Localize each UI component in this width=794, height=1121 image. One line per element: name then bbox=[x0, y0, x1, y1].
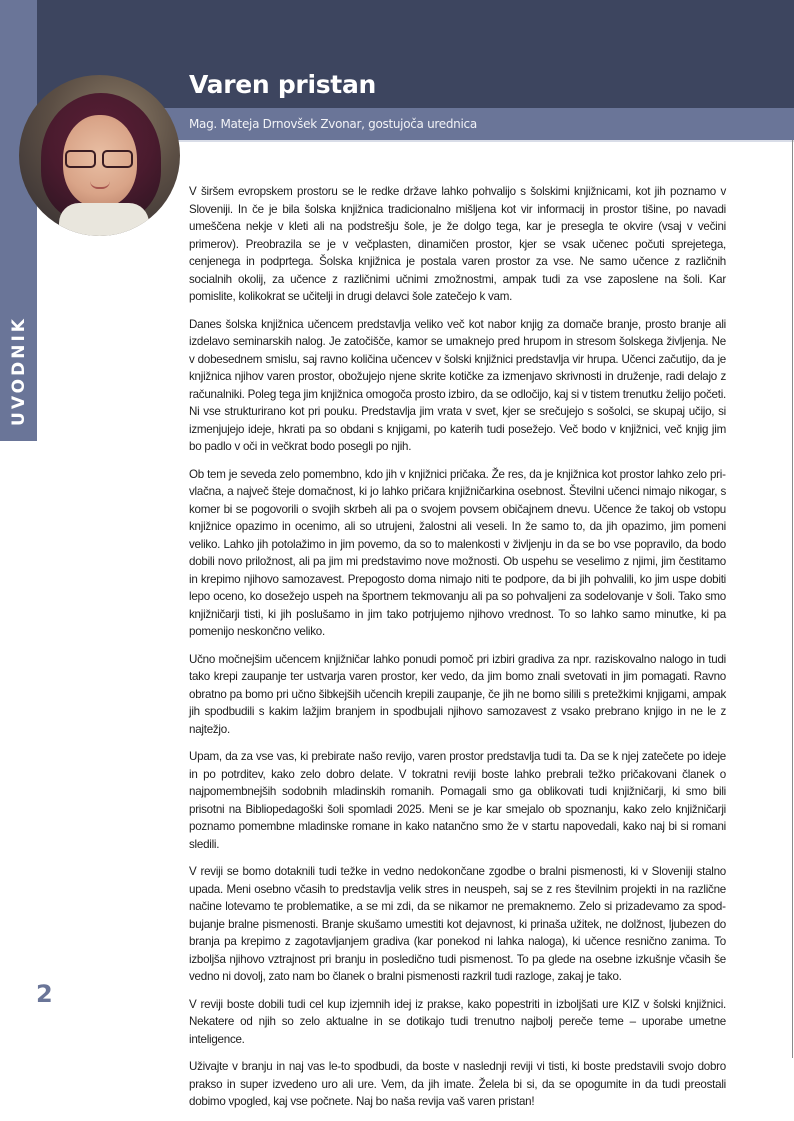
page-edge-line bbox=[792, 140, 793, 1058]
header-band bbox=[37, 0, 794, 108]
page-title: Varen pristan bbox=[189, 70, 377, 99]
paragraph: V širšem evropskem prostoru se le redke države lahko pohvalijo s šolskimi knjižnicami, kot jih poznamo v Sloveniji. In če je bila šolska knjižnica tradicionalno mišljena kot vir informacij in prostor tišine, po navadi umeščena nekje v kleti ali na podstrešju šole, je že dolgo tega, kar je presegla te okvire (vsaj v večini primerov). Preobrazila se je v večplasten, dinamičen prostor, kjer se vsak učenec počuti sprejetega, cenjenega in podprtega. Šolska knjižnica je postala varen prostor za vse. Ne samo učence z različnih socialnih okolij, za učence z različnimi učnimi zmožnostmi, ampak tudi za vse zaposlene na šoli. Kar pomislite, kolikokrat se učitelji in drugi delavci šole zatečejo k vam. bbox=[189, 185, 726, 303]
paragraph: V reviji se bomo dotaknili tudi težke in vedno nedokončane zgodbe o bralni pismenosti, ki v Sloveniji stalno upada. Meni osebno včasih to predstavlja velik stres in neuspeh, saj se z res številnim projekti in na različne načine lotevamo te problematike, a se mi zdi, da se nikamor ne premaknemo. Zelo si prizadevamo za spodbujanje bralne pismenosti. Branje skušamo umestiti kot dejavnost, ki prinaša užitek, ne dolžnost, ljubezen do branja pa krepimo z zagotavljanjem gradiva (kar ponekod ni lahka naloga), ki učence resnično zanima. To izboljša njihovo vztrajnost pri branju in posledično tudi pismenost. To pa glede na osebne izkušnje včasih še vedno ni dovolj, zato nam bo članek o bralni pismenosti razkril tudi razloge, zakaj je tako. bbox=[189, 865, 726, 983]
paragraph: Uživajte v branju in naj vas le-to spodbudi, da boste v naslednji reviji vi tisti, ki boste predstavili svojo dobro prakso in super izvedeno uro ali ure. Vem, da jih imate. Želela bi si, da se opogumite in da tudi preostali dobimo vpogled, kaj vse počnete. Naj bo naša revija vaš varen pristan! bbox=[189, 1060, 726, 1108]
paragraph: Danes šolska knjižnica učencem predstavlja veliko več kot nabor knjig za domače branje, prosto branje ali izdelavo seminarskih nalog. Je zatočišče, kamor se umaknejo pred hrupom in stresom šolskega življenja. Ne v dobesednem smislu, saj ravno količina učencev v šolski knjižnici predstavlja vir hrupa. Učenci začutijo, da je knjižnica njihov varen prostor, obožujejo njene skrite kotičke za izmenjavo skrivnosti in druženje, radi delajo z računalniki. Poleg tega jim knjižnica omogoča prosto izbiro, da se odločijo, kaj si v tistem trenutku želijo početi. Ni vse strukturirano kot pri pouku. Predstavlja jim vrata v svet, kjer se srečujejo s sošolci, se skupaj učijo, si izmenjujejo ideje, hkrati pa so obdani s knjigami, po katerih tudi posežejo. Več bodo v knjižnici, več knjig jim bo padlo v oči in večkrat bodo posegli po njih. bbox=[189, 317, 726, 453]
portrait-shirt bbox=[59, 203, 149, 236]
paragraph: Upam, da za vse vas, ki prebirate našo revijo, varen prostor predstavlja tudi ta. Da se k njej zatečete po ideje in po potrditev, kako zelo dobro delate. V tokratni reviji boste lahko prebrali težko pričakovani članek o najpomembnejših sodobnih mladinskih romanih. Pomagali smo ga oblikovati tudi knjižničarji, ki smo bili prisotni na Bibliopedagoški šoli spomladi 2025. Meni se je kar smejalo ob spoznanju, kako zelo knjižničarji poznamo pomembne mladinske romane in kako natančno smo že v startu napovedali, kako naj bi si romani sledili. bbox=[189, 750, 726, 851]
portrait-glasses-right bbox=[102, 150, 133, 168]
author-portrait-photo bbox=[19, 75, 180, 236]
article-body bbox=[189, 183, 726, 1121]
paragraph: V reviji boste dobili tudi cel kup izjemnih idej iz prakse, kako popestriti in izboljšati ure KIZ v šolski knjižnici. Nekatere od njih so zelo aktualne in se dotikajo tudi trenutno najbolj pereče teme – uporabe umetne inteligence. bbox=[189, 997, 726, 1046]
page-number: 2 bbox=[36, 980, 53, 1008]
portrait-glasses-left bbox=[65, 150, 96, 168]
byline: Mag. Mateja Drnovšek Zvonar, gostujoča urednica bbox=[189, 117, 477, 131]
paragraph: Učno močnejšim učencem knjižničar lahko ponudi pomoč pri izbiri gradiva za npr. raziskovalno nalogo in tudi tako krepi zaupanje ter ustvarja varen prostor, ker vedo, da jim bomo znali svetovati in jim pomagati. Ravno obratno pa bomo pri učno šibkejših učencih krepili zaupanje, če jih ne bomo silili s pretežkimi knjigami, ampak jih spodbudili s kakim lažjim branjem in spodbujali njihovo samozavest z vsako prebrano knjigo in ne le z najtežjo. bbox=[189, 652, 726, 736]
section-label: UVODNIK bbox=[8, 315, 29, 426]
section-label-wrapper bbox=[0, 300, 37, 441]
paragraph: Ob tem je seveda zelo pomembno, kdo jih v knjižnici pričaka. Že res, da je knjižnica kot prostor lahko zelo privlačna, a največ šteje domačnost, ki jo lahko pričara knjižničarkina osebnost. Številni učenci nimajo nikogar, s komer bi se pogovorili o svojih skrbeh ali pa o svojem povsem običajnem dnevu. Učence že takoj ob vstopu knjižnice opazimo in ocenimo, ali so utrujeni, žalostni ali veseli. In že samo to, da jih opazimo, jim pomeni veliko. Lahko jih potolažimo in jim povemo, da so to malenkosti v življenju in da se bo vse popravilo, da bodo dobili novo priložnost, ali pa jim mi predstavimo nove možnosti. Ob uspehu se veselimo z njimi, jim čestitamo in krepimo njihovo samozavest. Prepogosto doma nimajo niti te podpore, da bi jih pohvalili, ko jim uspe dobiti lepo oceno, ko dosežejo uspeh na športnem tekmovanju ali pa so pohvaljeni za sodelovanje v šoli. Tako smo knjižničarji tisti, ki jih poslušamo in jim tako potrjujemo njihovo vrednost. To so lahko samo minutke, ki pa pomenijo neskončno veliko. bbox=[189, 467, 726, 638]
